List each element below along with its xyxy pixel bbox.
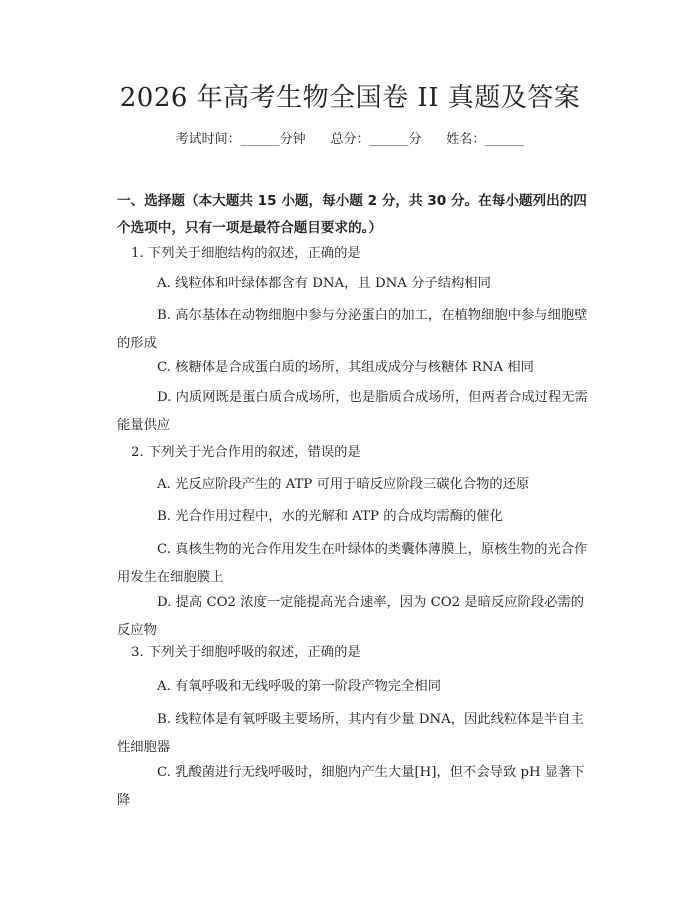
student-name-field: 姓名：______ <box>446 132 525 147</box>
total-score-field: 总分：______分 <box>330 132 422 147</box>
exam-info-line <box>0 130 700 150</box>
question-option: A. 有氧呼吸和无线呼吸的第一阶段产物完全相同 <box>157 679 441 694</box>
question-option: B. 高尔基体在动物细胞中参与分泌蛋白的加工，在植物细胞中参与细胞壁的形成 <box>117 308 588 351</box>
exam-time-field: 考试时间：______分钟 <box>175 132 306 147</box>
question-option: A. 光反应阶段产生的 ATP 可用于暗反应阶段三碳化合物的还原 <box>157 477 530 492</box>
question-option: C. 核糖体是合成蛋白质的场所，其组成成分与核糖体 RNA 相同 <box>157 360 534 375</box>
question-stem: 2. 下列关于光合作用的叙述，错误的是 <box>131 445 361 460</box>
question-option: C. 真核生物的光合作用发生在叶绿体的类囊体薄膜上，原核生物的光合作用发生在细胞膜上 <box>117 542 588 585</box>
question-option: B. 光合作用过程中，水的光解和 ATP 的合成均需酶的催化 <box>157 509 503 524</box>
exam-title: 2026 年高考生物全国卷 II 真题及答案 <box>119 83 581 113</box>
question-option: C. 乳酸菌进行无线呼吸时，细胞内产生大量[H]，但不会导致 pH 显著下降 <box>117 765 585 808</box>
question-option: D. 内质网既是蛋白质合成场所，也是脂质合成场所，但两者合成过程无需能量供应 <box>117 390 588 433</box>
section-heading: 一、选择题（本大题共 15 小题，每小题 2 分，共 30 分。在每小题列出的四个选项中，只有一项是最符合题目要求的。） <box>117 193 587 236</box>
question-option: D. 提高 CO2 浓度一定能提高光合速率，因为 CO2 是暗反应阶段必需的反应物 <box>117 595 585 638</box>
question-option: A. 线粒体和叶绿体都含有 DNA，且 DNA 分子结构相同 <box>157 276 491 291</box>
question-stem: 3. 下列关于细胞呼吸的叙述，正确的是 <box>131 645 361 660</box>
question-option: B. 线粒体是有氧呼吸主要场所，其内有少量 DNA，因此线粒体是半自主性细胞器 <box>117 712 584 755</box>
question-stem: 1. 下列关于细胞结构的叙述，正确的是 <box>131 246 361 261</box>
